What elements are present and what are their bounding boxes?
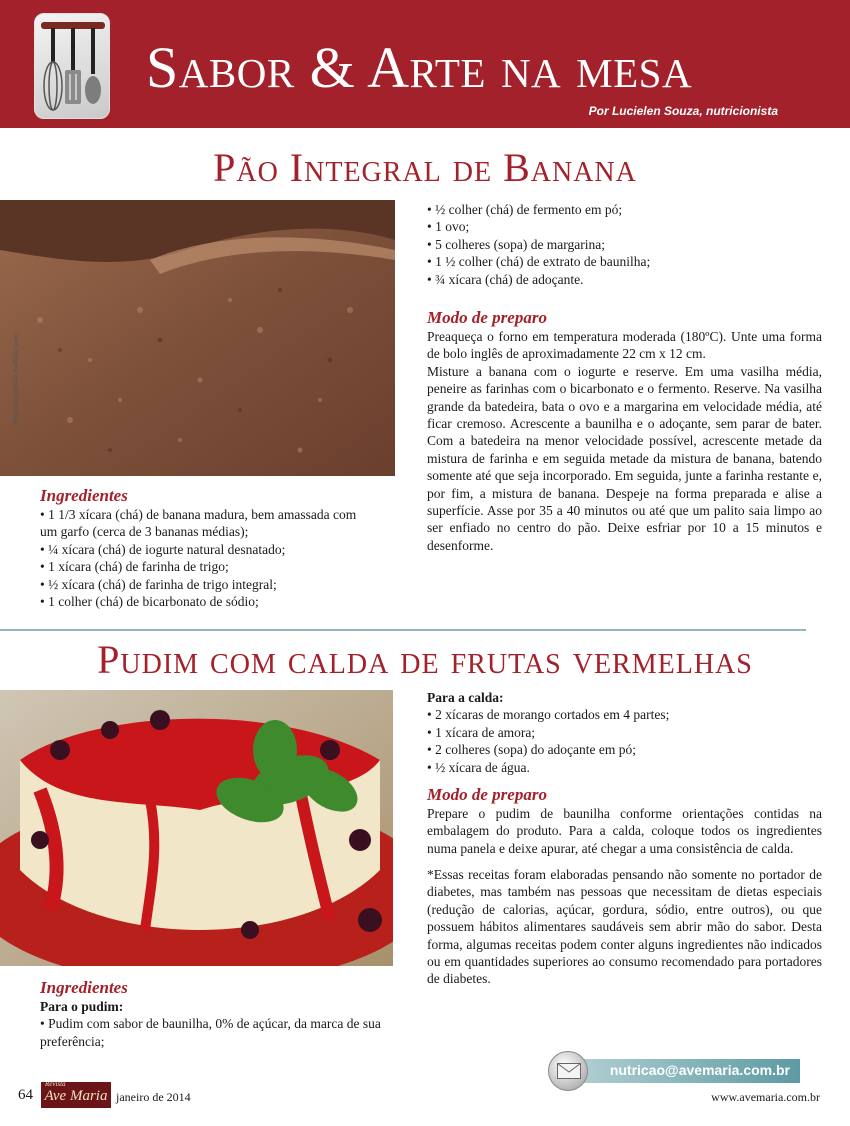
magazine-logo-name: Ave Maria	[44, 1088, 108, 1104]
preparation-section	[427, 308, 822, 554]
magazine-logo	[41, 1082, 111, 1108]
ingredient-item: • 1 xícara (chá) de farinha de trigo;	[40, 559, 229, 575]
photo-credit: Reprodução/sxc.hu/flickr.com	[13, 333, 20, 425]
pudding-subheading: Para o pudim:	[40, 999, 124, 1014]
utensils-icon	[34, 13, 110, 119]
preparation-paragraph: Misture a banana com o iogurte e reserve. Em uma vasilha média, peneire as farinhas com o bicarbonato e o fermento. Reserve. Na vasilha grande da batedeira, bata o ovo e a margarina em velocidade média, até ficar cremoso. Acrescente a baunilha e o adoçante, sem parar de bater. Com a batedeira na menor velocidade possível, acrescente metade da mistura de farinha e em seguida metade da mistura de banana, batendo somente até que seja incorporado. Em seguida, junte a farinha restante e, por fim, a mistura de banana. Despeje na forma preparada e alise a superfície. Asse por 35 a 40 minutos ou até que um palito saia limpo ao ser enfiado no centro do pão. Deixe esfriar por 10 a 15 minutos e desenforme.	[427, 363, 822, 553]
ingredient-item: • 1 colher (chá) de bicarbonato de sódio;	[40, 594, 259, 610]
ingredient-item: • 5 colheres (sopa) de margarina;	[427, 236, 606, 252]
note-paragraph: *Essas receitas foram elaboradas pensando não somente no portador de diabetes, mas também nas pessoas que necessitam de dietas especiais (redução de calorias, açúcar, gordura, sódio, entre outros), ou que possuem hábitos alimentares saudáveis sem abrir mão do sabor. Desta forma, algumas receitas podem conter alguns ingredientes não indicados ou em quantidades superiores ao consumo recomendado para portadores de diabetes.	[427, 867, 822, 987]
recipe-title: Pão Integral de Banana	[213, 145, 637, 190]
ingredient-item: • ¾ xícara (chá) de adoçante.	[427, 271, 584, 287]
ingredients-continued	[427, 201, 822, 288]
ingredients-heading: Ingredientes	[40, 486, 128, 505]
magazine-logo-prefix: Revista	[45, 1080, 66, 1088]
preparation-section	[427, 785, 822, 857]
preparation-paragraph: Preaqueça o forno em temperatura moderada (180ºC). Unte uma forma de bolo inglês de aproximadamente 22 cm x 12 cm.	[427, 329, 822, 362]
ingredient-item: • 1 ½ colher (chá) de extrato de baunilha;	[427, 254, 651, 270]
header-banner	[0, 0, 850, 128]
ingredients-section	[40, 978, 400, 1050]
email-contact[interactable]	[560, 1059, 800, 1083]
ingredients-heading: Ingredientes	[40, 978, 128, 997]
website-link[interactable]: www.avemaria.com.br	[711, 1090, 820, 1104]
ingredient-item: • ½ colher (chá) de fermento em pó;	[427, 202, 623, 217]
issue-date: janeiro de 2014	[116, 1090, 191, 1104]
preparation-paragraph: Prepare o pudim de baunilha conforme orientações contidas na embalagem do produto. Para a calda, coloque todos os ingredientes numa panela e deixe apurar, até chegar a uma consistência de calda.	[427, 806, 822, 856]
ingredient-item: • ½ xícara de água.	[427, 759, 530, 775]
diabetes-note	[427, 866, 822, 988]
ingredient-item: • 1 1/3 xícara (chá) de banana madura, bem amassada com um garfo (cerca de 3 bananas médias);	[40, 507, 357, 540]
ingredient-item: • 1 ovo;	[427, 219, 470, 235]
preparation-heading: Modo de preparo	[427, 308, 547, 327]
ingredient-item: • 2 xícaras de morango cortados em 4 partes;	[427, 707, 670, 723]
page-number: 64	[18, 1087, 33, 1103]
ingredient-item: • 2 colheres (sopa) do adoçante em pó;	[427, 742, 637, 758]
envelope-icon	[548, 1051, 588, 1091]
section-divider	[0, 629, 806, 631]
preparation-heading: Modo de preparo	[427, 785, 547, 804]
author-byline: Por Lucielen Souza, nutricionista	[588, 104, 778, 118]
ingredients-section	[40, 486, 370, 610]
ingredient-item: • ¼ xícara (chá) de iogurte natural desnatado;	[40, 541, 286, 557]
banana-bread-photo	[0, 200, 395, 476]
recipe-title: Pudim com calda de frutas vermelhas	[97, 637, 753, 682]
pudding-photo	[0, 690, 393, 966]
ingredient-item: • Pudim com sabor de baunilha, 0% de açúcar, da marca de sua preferência;	[40, 1016, 381, 1049]
ingredient-item: • ½ xícara (chá) de farinha de trigo integral;	[40, 576, 277, 592]
sauce-ingredients	[427, 689, 822, 776]
email-link[interactable]: nutricao@avemaria.com.br	[609, 1062, 790, 1078]
ingredient-item: • 1 xícara de amora;	[427, 724, 536, 740]
sauce-subheading: Para a calda:	[427, 690, 504, 705]
magazine-section-title: Sabor & Arte na mesa	[146, 35, 693, 100]
